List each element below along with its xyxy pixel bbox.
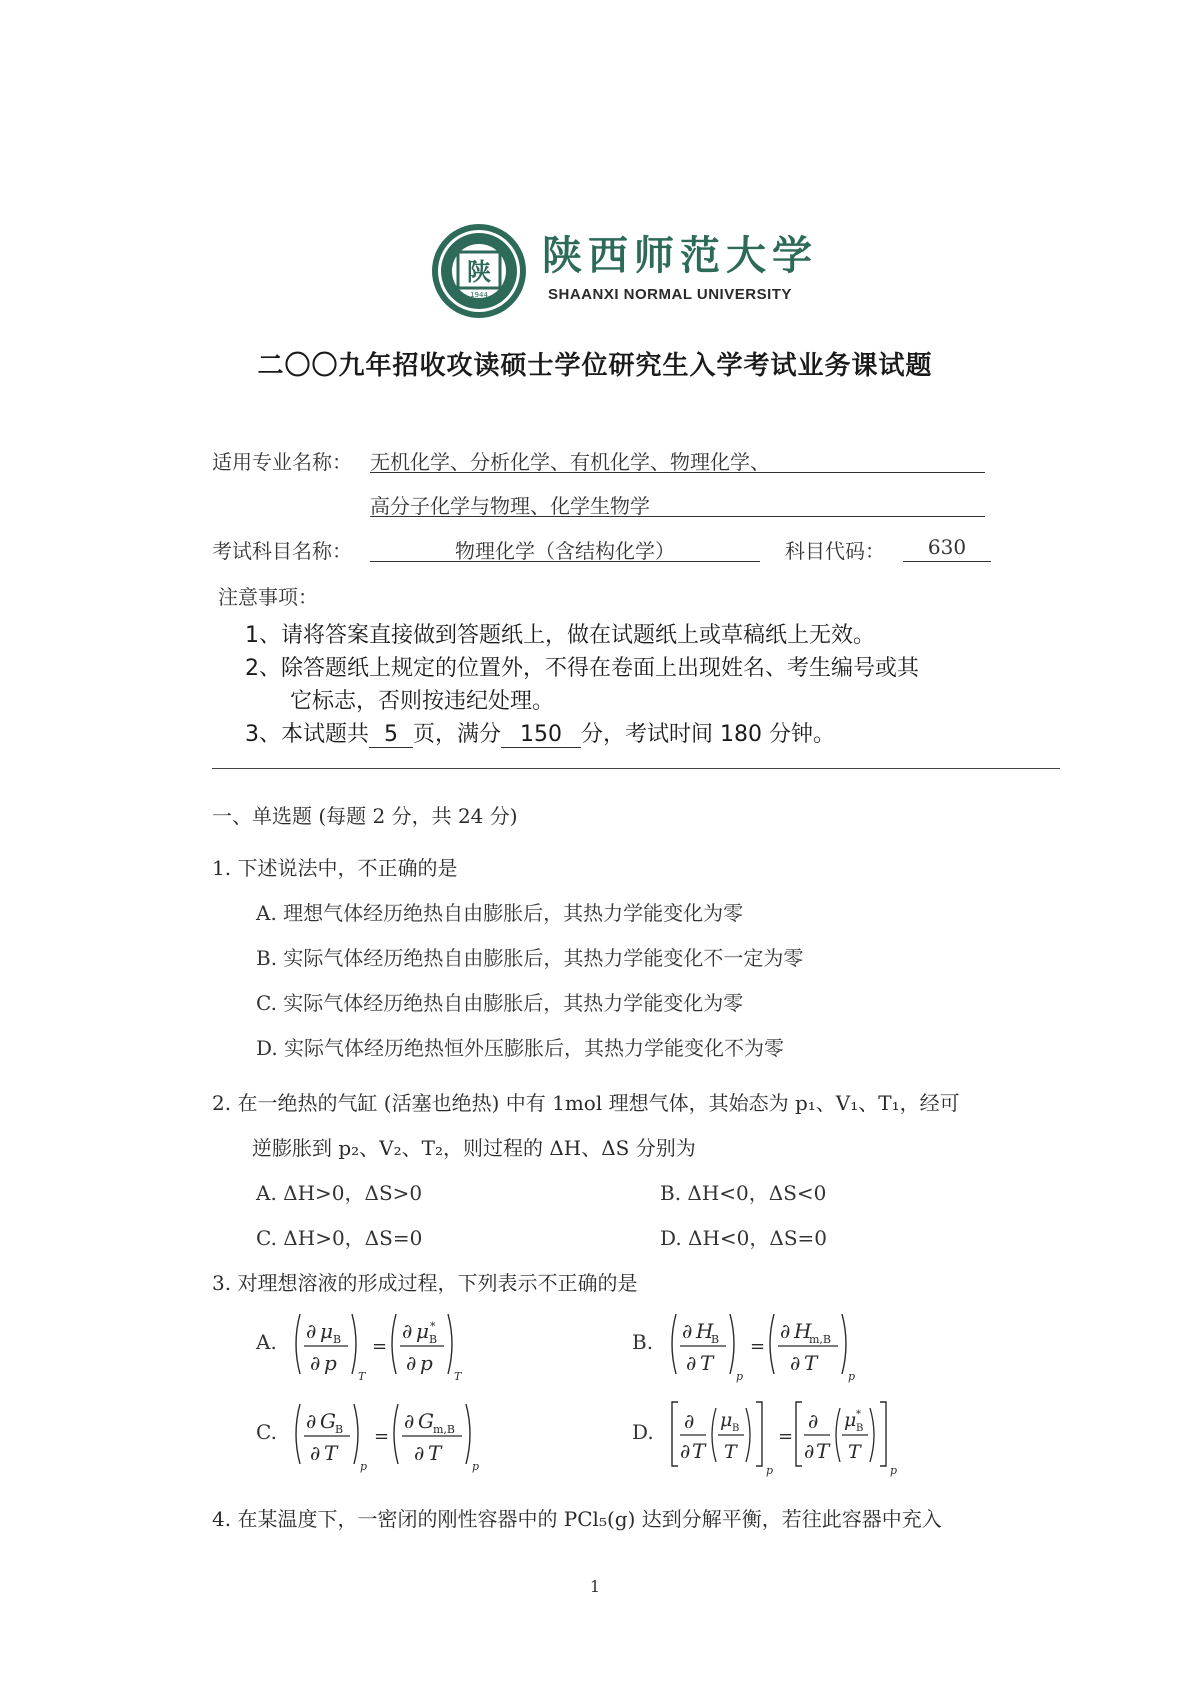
exam-title: 二〇〇九年招收攻读硕士学位研究生入学考试业务课试题 xyxy=(257,351,933,381)
svg-text:∂: ∂ xyxy=(306,1409,317,1433)
q2-option-c: C. ΔH>0，ΔS=0 xyxy=(256,1226,423,1250)
svg-text:p: p xyxy=(766,1464,774,1477)
notice-item-2b: 它标志，否则按违纪处理。 xyxy=(290,689,555,714)
q1-option-c: C. 实际气体经历绝热自由膨胀后，其热力学能变化为零 xyxy=(256,991,744,1015)
svg-text:B: B xyxy=(335,1423,344,1436)
svg-text:μ: μ xyxy=(320,1319,333,1343)
q2-stem-1: 2. 在一绝热的气缸 (活塞也绝热) 中有 1mol 理想气体，其始态为 p₁、V₁、T₁，经可 xyxy=(212,1091,960,1115)
svg-text:∂: ∂ xyxy=(804,1439,815,1463)
major-value-2: 高分子化学与物理、化学生物学 xyxy=(370,494,650,518)
svg-text:∂: ∂ xyxy=(306,1319,317,1343)
notice-item-2a: 2、除答题纸上规定的位置外，不得在卷面上出现姓名、考生编号或其 xyxy=(245,656,919,681)
major-label: 适用专业名称： xyxy=(212,450,352,474)
q2-option-d: D. ΔH<0，ΔS=0 xyxy=(660,1226,828,1250)
notice-title: 注意事项： xyxy=(218,585,318,609)
svg-text:p: p xyxy=(890,1464,898,1477)
page-number: 1 xyxy=(589,1577,601,1596)
svg-text:T: T xyxy=(700,1351,714,1375)
svg-text:T: T xyxy=(358,1370,366,1383)
q1-option-a: A. 理想气体经历绝热自由膨胀后，其热力学能变化为零 xyxy=(256,901,744,925)
notice-item-3 xyxy=(245,717,835,748)
q3-option-c-label: C. xyxy=(256,1420,277,1444)
svg-text:*: * xyxy=(856,1409,861,1420)
svg-text:B: B xyxy=(333,1333,342,1346)
university-logo xyxy=(430,222,850,320)
notice-score: 150 xyxy=(501,722,581,748)
svg-text:m,B: m,B xyxy=(809,1333,832,1346)
code-value: 630 xyxy=(927,535,967,559)
notice-item-3-prefix: 3、本试题共 xyxy=(245,722,369,747)
svg-text:p: p xyxy=(848,1370,856,1383)
q1-option-b: B. 实际气体经历绝热自由膨胀后，其热力学能变化不一定为零 xyxy=(256,946,804,970)
q3-option-a-label: A. xyxy=(256,1330,277,1354)
svg-text:陕: 陕 xyxy=(467,257,491,286)
notice-item-3-mid: 页，满分 xyxy=(413,722,502,747)
svg-text:∂: ∂ xyxy=(310,1441,321,1465)
svg-text:=: = xyxy=(372,1336,388,1357)
q3-option-b-label: B. xyxy=(632,1330,654,1354)
svg-text:H: H xyxy=(794,1319,812,1343)
svg-text:∂: ∂ xyxy=(686,1351,697,1375)
q1-stem: 1. 下述说法中，不正确的是 xyxy=(212,856,458,880)
svg-text:∂: ∂ xyxy=(808,1409,819,1433)
svg-text:T: T xyxy=(324,1441,338,1465)
subject-label: 考试科目名称： xyxy=(212,539,352,563)
svg-text:H: H xyxy=(696,1319,714,1343)
svg-text:p: p xyxy=(360,1460,368,1473)
notice-pages: 5 xyxy=(369,722,413,748)
svg-text:p: p xyxy=(324,1351,337,1375)
svg-text:∂: ∂ xyxy=(404,1409,415,1433)
svg-text:T: T xyxy=(804,1351,818,1375)
svg-text:∂: ∂ xyxy=(790,1351,801,1375)
svg-text:T: T xyxy=(692,1439,706,1463)
svg-text:μ: μ xyxy=(416,1319,429,1343)
svg-text:T: T xyxy=(428,1441,442,1465)
university-seal-icon xyxy=(430,222,528,320)
svg-text:T: T xyxy=(724,1441,737,1463)
svg-text:B: B xyxy=(856,1423,864,1434)
subject-line xyxy=(370,535,760,562)
q3-option-a-formula xyxy=(292,1308,492,1390)
svg-text:m,B: m,B xyxy=(433,1423,456,1436)
svg-text:∂: ∂ xyxy=(402,1319,413,1343)
svg-text:*: * xyxy=(430,1320,436,1333)
q2-stem-2: 逆膨胀到 p₂、V₂、T₂，则过程的 ΔH、ΔS 分别为 xyxy=(252,1136,696,1160)
notice-item-1: 1、请将答案直接做到答题纸上，做在试题纸上或草稿纸上无效。 xyxy=(245,623,875,648)
svg-text:=: = xyxy=(374,1426,390,1447)
svg-text:p: p xyxy=(472,1460,480,1473)
svg-text:∂: ∂ xyxy=(780,1319,791,1343)
code-line xyxy=(903,535,991,562)
svg-text:=: = xyxy=(778,1426,794,1447)
svg-text:∂: ∂ xyxy=(310,1351,321,1375)
section-title: 一、单选题 (每题 2 分，共 24 分) xyxy=(212,804,518,828)
q3-option-d-label: D. xyxy=(632,1420,654,1444)
svg-text:μ: μ xyxy=(844,1409,857,1431)
major-value-1: 无机化学、分析化学、有机化学、物理化学、 xyxy=(370,450,770,474)
svg-text:B: B xyxy=(429,1333,438,1346)
svg-text:G: G xyxy=(418,1409,434,1433)
svg-text:p: p xyxy=(736,1370,744,1383)
notice-item-3-suffix: 分，考试时间 180 分钟。 xyxy=(581,722,835,747)
svg-text:T: T xyxy=(454,1370,462,1383)
svg-text:=: = xyxy=(750,1336,766,1357)
q1-option-d: D. 实际气体经历绝热恒外压膨胀后，其热力学能变化不为零 xyxy=(256,1036,785,1060)
major-line-1 xyxy=(370,446,985,473)
svg-text:∂: ∂ xyxy=(682,1319,693,1343)
q3-option-b-formula xyxy=(668,1308,888,1390)
university-name-cn: 陕西师范大学 xyxy=(542,232,818,279)
svg-text:p: p xyxy=(420,1351,433,1375)
q3-option-d-formula xyxy=(668,1396,928,1482)
q3-option-c-formula xyxy=(292,1398,512,1480)
svg-text:∂: ∂ xyxy=(684,1409,695,1433)
q2-option-a: A. ΔH>0，ΔS>0 xyxy=(256,1181,423,1205)
svg-text:∂: ∂ xyxy=(414,1441,425,1465)
svg-text:B: B xyxy=(732,1423,740,1434)
divider xyxy=(212,768,1060,769)
subject-value: 物理化学（含结构化学） xyxy=(455,539,675,563)
svg-text:G: G xyxy=(320,1409,336,1433)
svg-text:T: T xyxy=(816,1439,830,1463)
svg-text:B: B xyxy=(711,1333,720,1346)
major-line-2 xyxy=(370,490,985,517)
svg-text:∂: ∂ xyxy=(680,1439,691,1463)
svg-text:T: T xyxy=(848,1441,861,1463)
q2-option-b: B. ΔH<0，ΔS<0 xyxy=(660,1181,827,1205)
svg-text:∂: ∂ xyxy=(406,1351,417,1375)
svg-text:1944: 1944 xyxy=(470,291,488,299)
code-label: 科目代码： xyxy=(785,539,885,563)
q4-stem: 4. 在某温度下，一密闭的刚性容器中的 PCl₅(g) 达到分解平衡，若往此容器中充入 xyxy=(212,1507,942,1531)
svg-text:μ: μ xyxy=(720,1409,733,1431)
q3-stem: 3. 对理想溶液的形成过程，下列表示不正确的是 xyxy=(212,1271,638,1295)
university-name-en: SHAANXI NORMAL UNIVERSITY xyxy=(548,286,792,303)
